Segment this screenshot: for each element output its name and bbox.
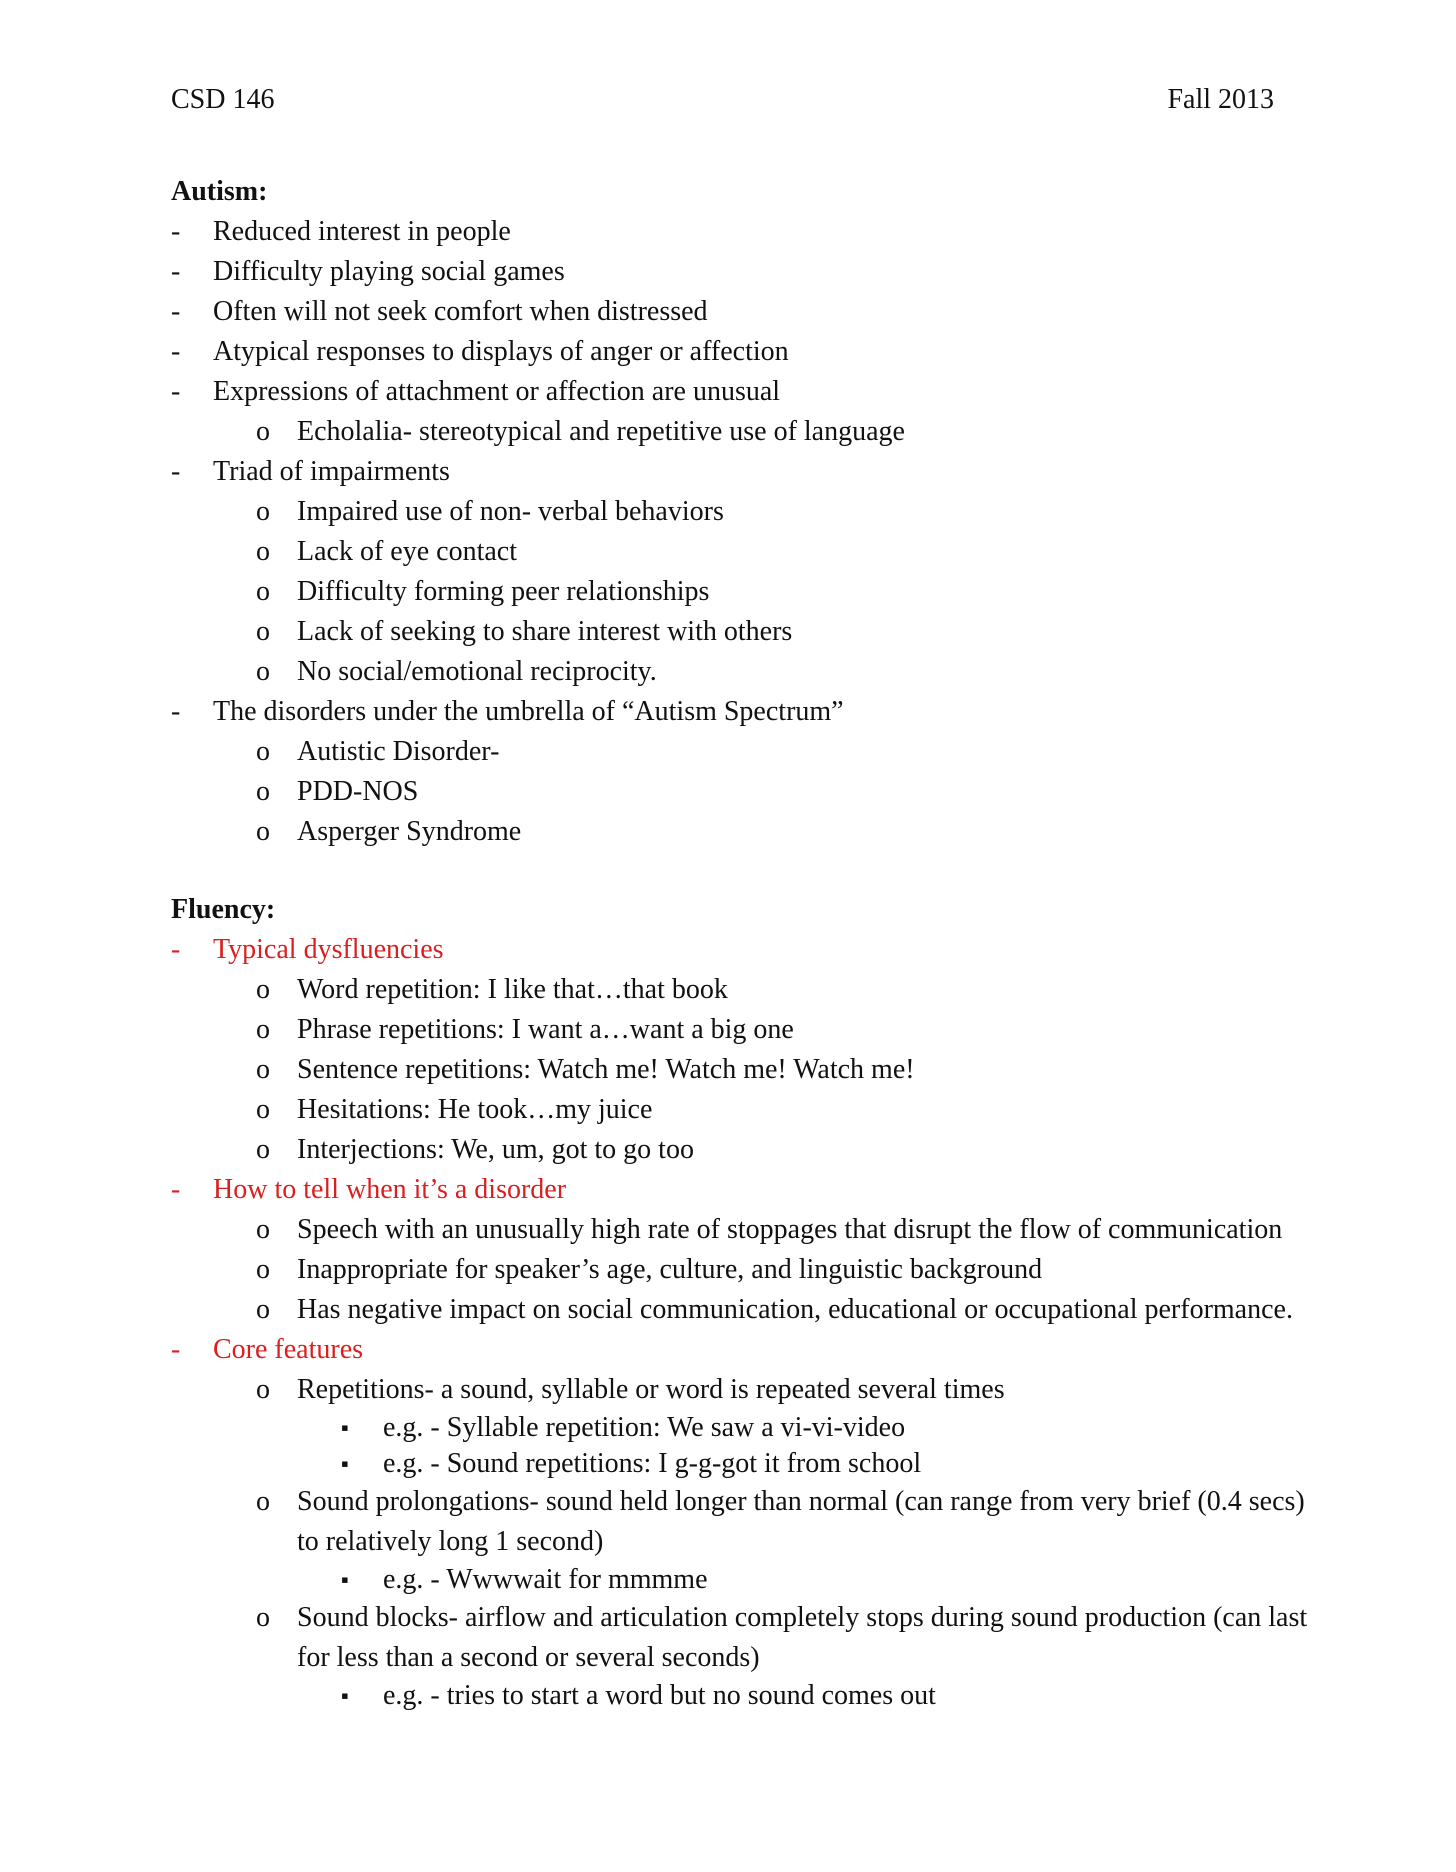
section-spacer (171, 852, 1321, 890)
circle-bullet: o (256, 1486, 270, 1517)
circle-bullet: o (256, 1014, 270, 1045)
sub-list-item: o Phrase repetitions: I want a…want a big one (171, 1010, 1321, 1050)
circle-bullet: o (256, 416, 270, 447)
sub-list-item: o Interjections: We, um, got to go too (171, 1130, 1321, 1170)
circle-bullet: o (256, 1254, 270, 1285)
circle-bullet: o (256, 1374, 270, 1405)
example-item: ▪ e.g. - Wwwwait for mmmme (171, 1562, 1321, 1598)
list-item: - Difficulty playing social games (171, 252, 1321, 292)
example-item: ▪ e.g. - Sound repetitions: I g-g-got it from school (171, 1446, 1321, 1482)
sub-list-item: o Sound prolongations- sound held longer than normal (can range from very brief (0.4 secs) to relatively long 1 second) (171, 1482, 1321, 1562)
list-item: - Triad of impairments (171, 452, 1321, 492)
sub-list-item: o Lack of seeking to share interest with others (171, 612, 1321, 652)
list-item: - Atypical responses to displays of anger or affection (171, 332, 1321, 372)
circle-bullet: o (256, 1602, 270, 1633)
square-bullet: ▪ (341, 1683, 349, 1708)
dash-bullet: - (171, 256, 181, 287)
document-body (171, 172, 1321, 1714)
sub-list-item: o PDD-NOS (171, 772, 1321, 812)
sub-list-item: o Lack of eye contact (171, 532, 1321, 572)
sub-list-item: o Asperger Syndrome (171, 812, 1321, 852)
sub-list-item: o Difficulty forming peer relationships (171, 572, 1321, 612)
page-header (171, 84, 1274, 116)
square-bullet: ▪ (341, 1451, 349, 1476)
sub-list-item: o Impaired use of non- verbal behaviors (171, 492, 1321, 532)
sub-list-item: o Inappropriate for speaker’s age, culture, and linguistic background (171, 1250, 1321, 1290)
circle-bullet: o (256, 576, 270, 607)
dash-bullet: - (171, 934, 181, 965)
circle-bullet: o (256, 1294, 270, 1325)
circle-bullet: o (256, 1054, 270, 1085)
circle-bullet: o (256, 816, 270, 847)
circle-bullet: o (256, 776, 270, 807)
dash-bullet: - (171, 1334, 181, 1365)
dash-bullet: - (171, 216, 181, 247)
circle-bullet: o (256, 736, 270, 767)
section-heading-autism: Autism: (171, 176, 268, 207)
sub-list-item: o Word repetition: I like that…that book (171, 970, 1321, 1010)
sub-list-item: o Hesitations: He took…my juice (171, 1090, 1321, 1130)
circle-bullet: o (256, 496, 270, 527)
course-code: CSD 146 (171, 84, 275, 115)
square-bullet: ▪ (341, 1567, 349, 1592)
list-item-highlighted: - Core features (171, 1330, 1321, 1370)
sub-list-item: o Speech with an unusually high rate of stoppages that disrupt the flow of communication (171, 1210, 1321, 1250)
dash-bullet: - (171, 296, 181, 327)
circle-bullet: o (256, 536, 270, 567)
circle-bullet: o (256, 656, 270, 687)
term-label: Fall 2013 (1167, 84, 1274, 115)
list-item-highlighted: - Typical dysfluencies (171, 930, 1321, 970)
dash-bullet: - (171, 336, 181, 367)
sub-list-item: o Has negative impact on social communication, educational or occupational performance. (171, 1290, 1321, 1330)
dash-bullet: - (171, 376, 181, 407)
circle-bullet: o (256, 616, 270, 647)
sub-list-item: o Sound blocks- airflow and articulation completely stops during sound production (can last for less than a second or several seconds) (171, 1598, 1321, 1678)
dash-bullet: - (171, 1174, 181, 1205)
list-item: - Reduced interest in people (171, 212, 1321, 252)
dash-bullet: - (171, 696, 181, 727)
example-item: ▪ e.g. - Syllable repetition: We saw a vi-vi-video (171, 1410, 1321, 1446)
sub-list-item: o Repetitions- a sound, syllable or word is repeated several times (171, 1370, 1321, 1410)
example-item: ▪ e.g. - tries to start a word but no sound comes out (171, 1678, 1321, 1714)
circle-bullet: o (256, 974, 270, 1005)
list-item: - Often will not seek comfort when distressed (171, 292, 1321, 332)
circle-bullet: o (256, 1094, 270, 1125)
dash-bullet: - (171, 456, 181, 487)
circle-bullet: o (256, 1214, 270, 1245)
sub-list-item: o No social/emotional reciprocity. (171, 652, 1321, 692)
list-item: - The disorders under the umbrella of “Autism Spectrum” (171, 692, 1321, 732)
list-item: - Expressions of attachment or affection are unusual (171, 372, 1321, 412)
list-item-highlighted: - How to tell when it’s a disorder (171, 1170, 1321, 1210)
sub-list-item: o Autistic Disorder- (171, 732, 1321, 772)
sub-list-item: o Sentence repetitions: Watch me! Watch me! Watch me! (171, 1050, 1321, 1090)
circle-bullet: o (256, 1134, 270, 1165)
square-bullet: ▪ (341, 1415, 349, 1440)
sub-list-item: o Echolalia- stereotypical and repetitive use of language (171, 412, 1321, 452)
section-heading-fluency: Fluency: (171, 894, 276, 925)
